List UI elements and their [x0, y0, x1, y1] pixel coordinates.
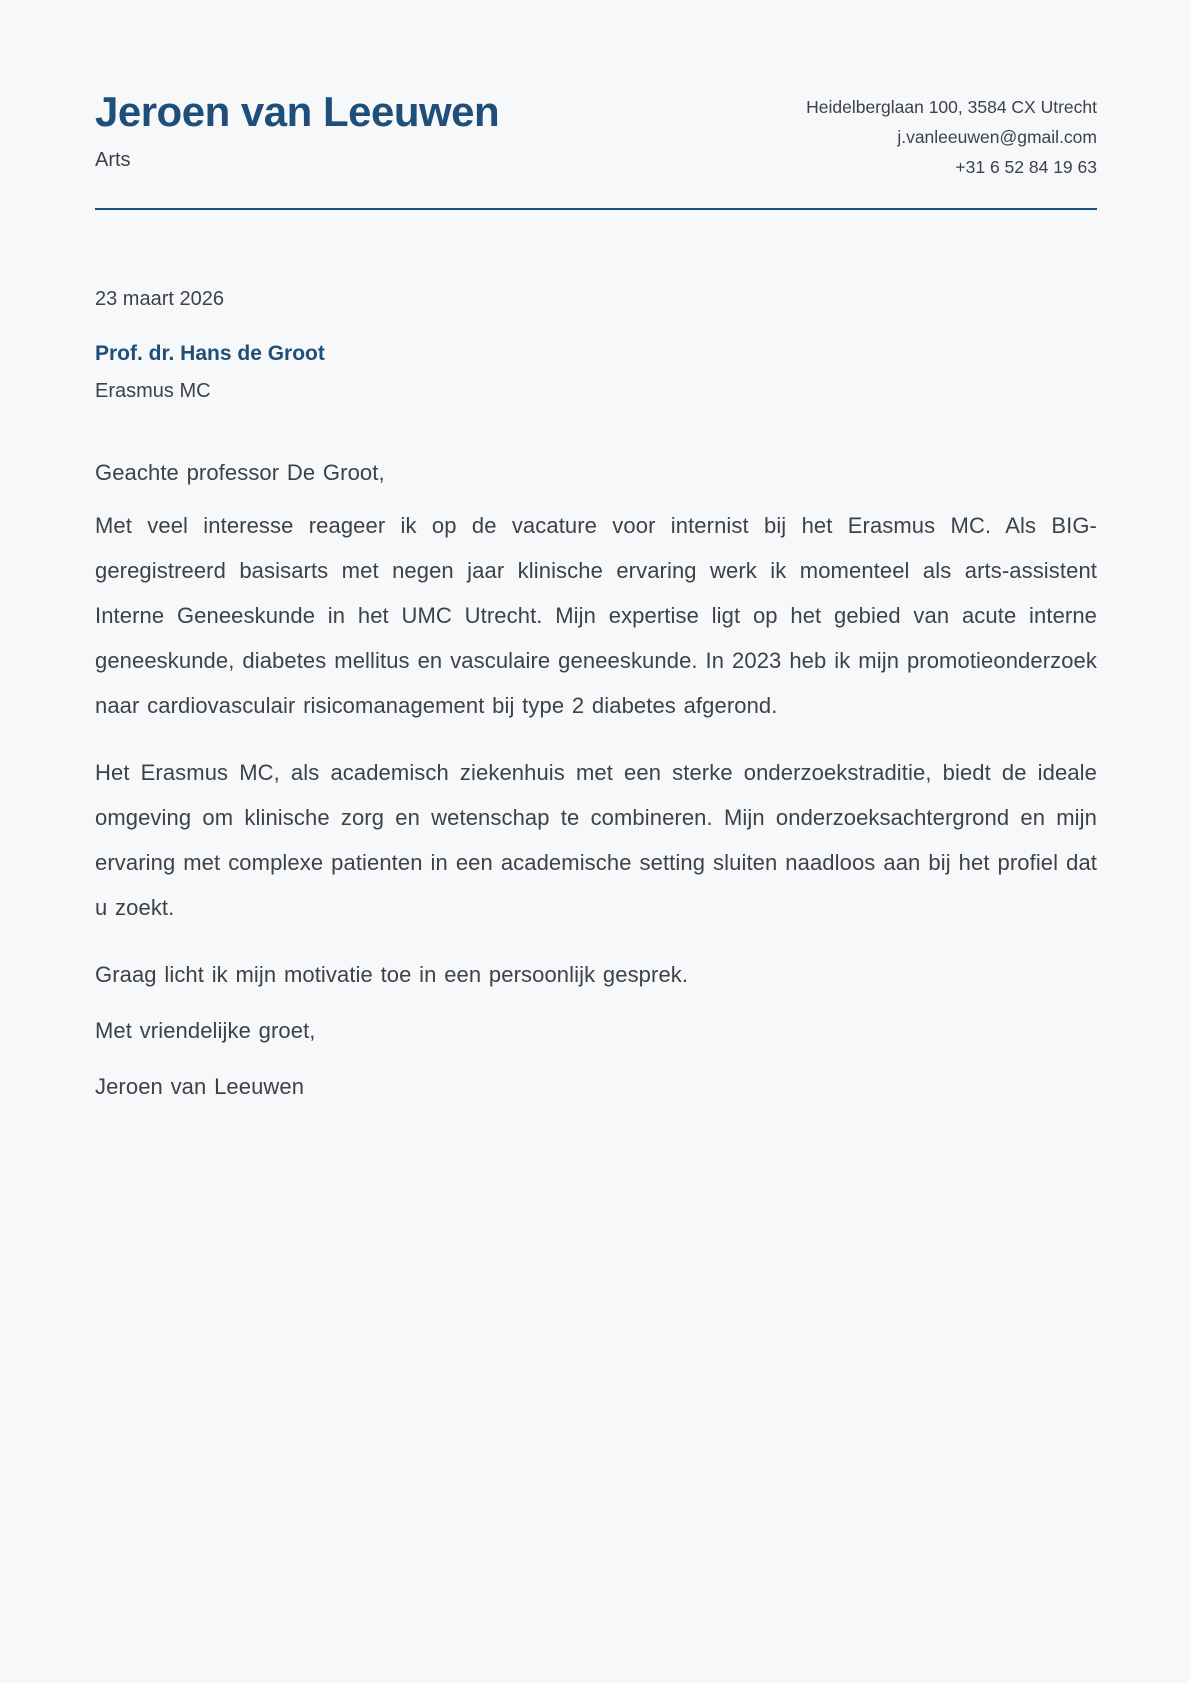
person-name: Jeroen van Leeuwen — [95, 88, 500, 135]
valediction: Met vriendelijke groet, — [95, 1018, 316, 1043]
job-title: Arts — [95, 149, 131, 171]
body-paragraph-1: Met veel interesse reageer ik op de vacature voor internist bij het Erasmus MC. Als BIG-geregistreerd basisarts met negen jaar klinische ervaring werk ik momenteel als arts-assistent Interne Geneeskunde in het UMC Utrecht. Mijn expertise ligt op het gebied van acute interne geneeskunde, diabetes mellitus en vasculaire geneeskunde. In 2023 heb ik mijn promotieonderzoek naar cardiovasculair risicomanagement bij type 2 diabetes afgerond. — [95, 513, 1097, 718]
contact-phone: +31 6 52 84 19 63 — [955, 157, 1097, 177]
letterhead-divider — [95, 208, 1097, 210]
contact-block — [806, 90, 1097, 182]
letter-body — [95, 450, 1097, 1109]
salutation: Geachte professor De Groot, — [95, 460, 385, 485]
letterhead — [95, 90, 1097, 182]
closing-line: Graag licht ik mijn motivatie toe in een persoonlijk gesprek. — [95, 962, 689, 987]
recipient-organization: Erasmus MC — [95, 380, 211, 402]
body-paragraph-2: Het Erasmus MC, als academisch ziekenhuis met een sterke onderzoekstraditie, biedt de ideale omgeving om klinische zorg en wetenschap te combineren. Mijn onderzoeksachtergrond en mijn ervaring met complexe patienten in een academische setting sluiten naadloos aan bij het profiel dat u zoekt. — [95, 760, 1097, 920]
signature-name: Jeroen van Leeuwen — [95, 1074, 305, 1099]
contact-email: j.vanleeuwen@gmail.com — [897, 127, 1097, 147]
recipient-name: Prof. dr. Hans de Groot — [95, 342, 325, 365]
letter-date: 23 maart 2026 — [95, 288, 224, 310]
contact-address: Heidelberglaan 100, 3584 CX Utrecht — [806, 97, 1097, 117]
identity-block — [95, 90, 499, 171]
